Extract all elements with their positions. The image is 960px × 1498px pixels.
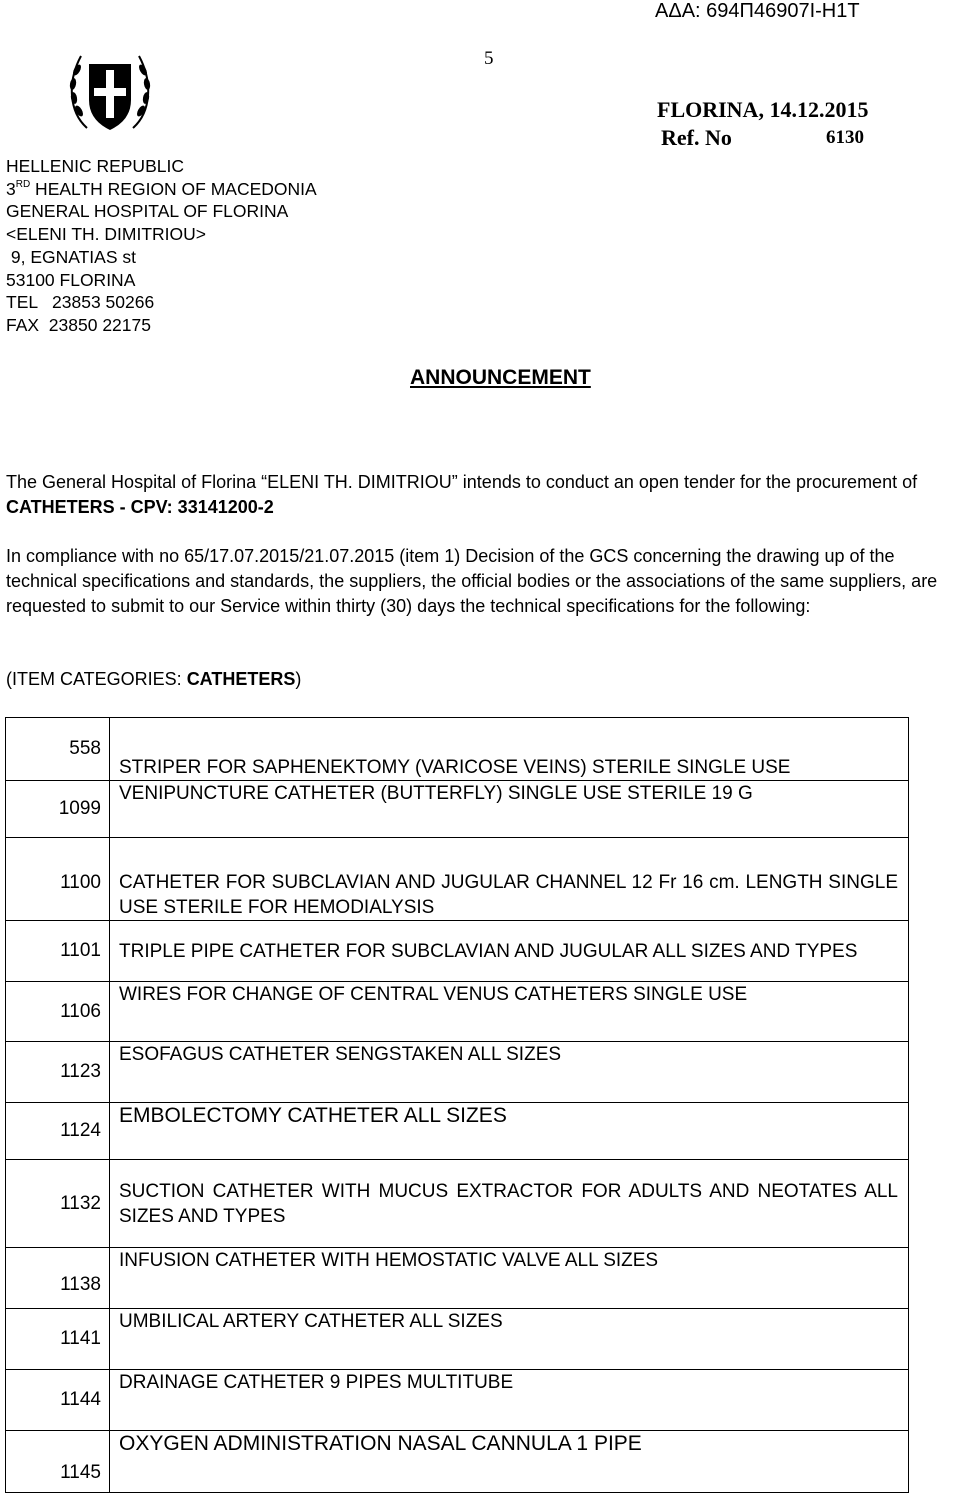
sender-address [6,155,317,337]
item-code: 1099 [6,781,110,838]
address-line: HELLENIC REPUBLIC [6,156,184,176]
compliance-paragraph: In compliance with no 65/17.07.2015/21.07.2015 (item 1) Decision of the GCS concerning the drawing up of the technical specifications and standards, the suppliers, the official bodies or the associations of the same suppliers, are requested to submit to our Service within thirty (30) days the technical specifications for the following: [6,546,938,616]
table-row [6,718,909,781]
table-row [6,838,909,921]
address-line: 3RD HEALTH REGION OF MACEDONIA [6,178,317,199]
table-row [6,1248,909,1309]
item-description: INFUSION CATHETER WITH HEMOSTATIC VALVE ALL SIZES [110,1248,909,1309]
table-row [6,982,909,1042]
item-description: SUCTION CATHETER WITH MUCUS EXTRACTOR FOR ADULTS AND NEOTATES ALL SIZES AND TYPES [110,1160,909,1248]
item-description: ESOFAGUS CATHETER SENGSTAKEN ALL SIZES [110,1042,909,1103]
address-line: 9, EGNATIAS st [6,246,136,267]
item-description: CATHETER FOR SUBCLAVIAN AND JUGULAR CHANNEL 12 Fr 16 cm. LENGTH SINGLE USE STERILE FOR HEMODIALYSIS [110,838,909,921]
address-line: <ELENI TH. DIMITRIOU> [6,224,206,245]
item-code: 1101 [6,921,110,982]
greek-coat-of-arms-icon [65,40,155,140]
item-description: OXYGEN ADMINISTRATION NASAL CANNULA 1 PIPE [110,1431,909,1493]
document-date: FLORINA, 14.12.2015 [657,97,869,122]
item-code: 1124 [6,1103,110,1160]
item-description: WIRES FOR CHANGE OF CENTRAL VENUS CATHETERS SINGLE USE [110,982,909,1042]
item-code: 1145 [6,1431,110,1493]
item-description: STRIPER FOR SAPHENEKTOMY (VARICOSE VEINS) STERILE SINGLE USE [110,718,909,781]
item-categories: (ITEM CATEGORIES: CATHETERS) [6,669,302,689]
item-description: EMBOLECTOMY CATHETER ALL SIZES [110,1103,909,1160]
item-code: 1144 [6,1370,110,1431]
address-line: TEL 23853 50266 [6,292,155,313]
table-row [6,1370,909,1431]
item-code: 1132 [6,1160,110,1248]
table-row [6,1309,909,1370]
item-code: 1123 [6,1042,110,1103]
announcement-title: ANNOUNCEMENT [410,366,591,389]
item-code: 1100 [6,838,110,921]
items-table [5,717,909,1493]
address-line: FAX 23850 22175 [6,314,151,335]
address-line: GENERAL HOSPITAL OF FLORINA [6,201,289,222]
table-row [6,921,909,982]
item-description: DRAINAGE CATHETER 9 PIPES MULTITUBE [110,1370,909,1431]
intro-paragraph: The General Hospital of Florina “ELENI TH. DIMITRIOU” intends to conduct an open tender for the procurement of CATHETERS - CPV: 33141200-2 [6,472,918,517]
ada-code: ΑΔΑ: 694Π46907Ι-Η1Τ [655,0,860,22]
item-code: 1138 [6,1248,110,1309]
table-row [6,1431,909,1493]
table-row [6,781,909,838]
ref-label: Ref. No [661,125,732,150]
item-description: VENIPUNCTURE CATHETER (BUTTERFLY) SINGLE USE STERILE 19 G [110,781,909,838]
table-row [6,1103,909,1160]
page-number: 5 [484,48,494,69]
item-code: 1106 [6,982,110,1042]
item-description: UMBILICAL ARTERY CATHETER ALL SIZES [110,1309,909,1370]
ref-number: 6130 [826,127,864,148]
reference-number [661,125,864,151]
table-row [6,1042,909,1103]
address-line: 53100 FLORINA [6,269,136,290]
item-description: TRIPLE PIPE CATHETER FOR SUBCLAVIAN AND JUGULAR ALL SIZES AND TYPES [110,921,909,982]
table-row [6,1160,909,1248]
item-code: 558 [6,718,110,781]
item-code: 1141 [6,1309,110,1370]
